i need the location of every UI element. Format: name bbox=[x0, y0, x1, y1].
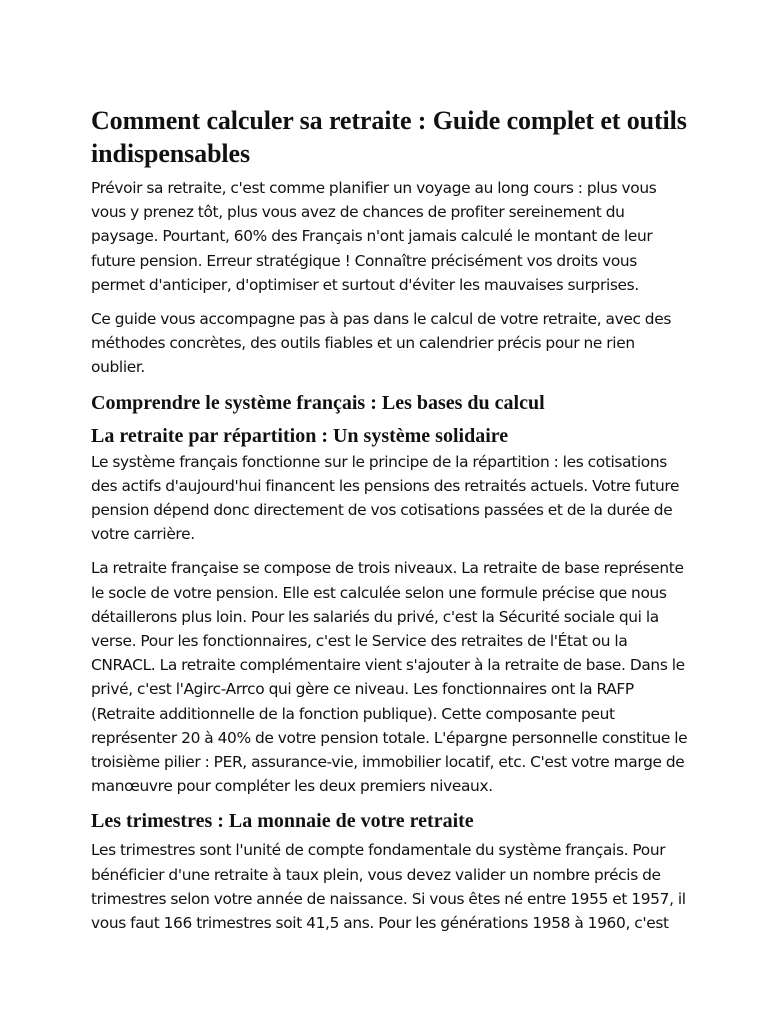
section-heading-repartition: La retraite par répartition : Un système solidaire bbox=[91, 424, 509, 447]
intro-paragraph-1: Prévoir sa retraite, c'est comme planifier un voyage au long cours : plus vous vous y prenez tôt, plus vous avez de chances de profiter sereinement du paysage. Pourtant, 60% des Français n'ont jamais calculé le montant de leur future pension. Erreur stratégique ! Connaître précisément vos droits vous permet d'anticiper, d'optimiser et surtout d'éviter les mauvaises surprises. bbox=[91, 179, 657, 294]
intro-paragraph-2: Ce guide vous accompagne pas à pas dans le calcul de votre retraite, avec des méthodes concrètes, des outils fiables et un calendrier précis pour ne rien oublier. bbox=[91, 310, 672, 377]
document-title: Comment calculer sa retraite : Guide complet et outils indispensables bbox=[91, 106, 687, 168]
document-body bbox=[91, 104, 691, 945]
repartition-paragraph-1: Le système français fonctionne sur le principe de la répartition : les cotisations des actifs d'aujourd'hui financent les pensions des retraités actuels. Votre future pension dépend donc directement de vos cotisations passées et de la durée de votre carrière. bbox=[91, 452, 680, 544]
section-heading-trimestres: Les trimestres : La monnaie de votre retraite bbox=[91, 810, 474, 833]
section-heading-bases: Comprendre le système français : Les bases du calcul bbox=[91, 391, 545, 414]
trimestres-paragraph-1: Les trimestres sont l'unité de compte fondamentale du système français. Pour bénéficier d'une retraite à taux plein, vous devez valider un nombre précis de trimestres selon votre année de naissance. Si vous êtes né entre 1955 et 1957, il vous faut 166 trimestres soit 41,5 ans. Pour les générations 1958 à 1960, c'est bbox=[91, 841, 686, 933]
repartition-paragraph-2: La retraite française se compose de trois niveaux. La retraite de base représente le socle de votre pension. Elle est calculée selon une formule précise que nous détaillerons plus loin. Pour les salariés du privé, c'est la Sécurité sociale qui la verse. Pour les fonctionnaires, c'est le Service des retraites de l'État ou la CNRACL. La retraite complémentaire vient s'ajouter à la retraite de base. Dans le privé, c'est l'Agirc-Arrco qui gère ce niveau. Les fonctionnaires ont la RAFP (Retraite additionnelle de la fonction publique). Cette composante peut représenter 20 à 40% de votre pension totale. L'épargne personnelle constitue le troisième pilier : PER, assurance-vie, immobilier locatif, etc. C'est votre marge de manœuvre pour compléter les deux premiers niveaux. bbox=[91, 559, 688, 796]
